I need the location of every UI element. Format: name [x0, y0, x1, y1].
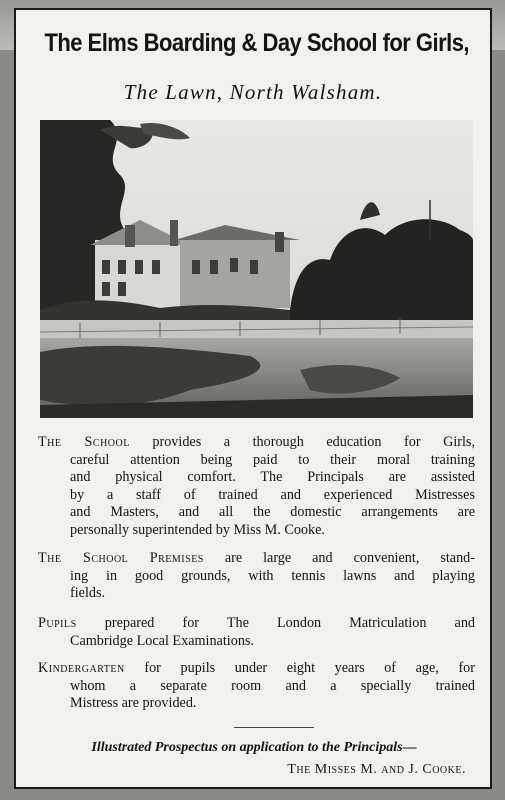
pupils-line: Cambridge Local Examinations.	[70, 632, 254, 649]
kindergarten-line: Mistress are provided.	[70, 695, 197, 712]
page-subtitle: The Lawn, North Walsham.	[123, 80, 383, 104]
pupils-heading: Pupils	[38, 615, 77, 631]
school-line: by a staff of trained and experienced Mistresses	[70, 486, 475, 503]
divider-rule	[234, 727, 314, 728]
premises-line: are large and convenient, stand-	[224, 550, 475, 566]
premises-paragraph	[38, 550, 475, 603]
school-heading: The School	[38, 434, 130, 450]
kindergarten-paragraph	[38, 660, 475, 713]
premises-line: ing in good grounds, with tennis lawns and playing	[70, 567, 475, 584]
premises-line: fields.	[70, 585, 106, 602]
premises-heading: The School Premises	[38, 550, 204, 566]
page-title: The Elms Boarding & Day School for Girls,	[44, 29, 469, 57]
school-line: personally superintended by Miss M. Cooke.	[70, 521, 325, 538]
advertisement-page	[14, 8, 492, 789]
principals-signature: The Misses M. and J. Cooke.	[287, 762, 466, 777]
school-line: careful attention being paid to their moral training	[70, 451, 475, 468]
school-photograph	[40, 120, 473, 418]
school-paragraph	[38, 434, 475, 540]
kindergarten-line: whom a separate room and a specially trained	[70, 677, 475, 694]
school-line: and Masters, and all the domestic arrangements are	[70, 504, 475, 521]
school-line: provides a thorough education for Girls,	[152, 434, 476, 450]
school-line: and physical comfort. The Principals are assisted	[70, 469, 475, 486]
pupils-line: prepared for The London Matriculation and	[104, 615, 476, 631]
prospectus-note: Illustrated Prospectus on application to the Principals—	[91, 740, 417, 755]
pupils-paragraph	[38, 615, 475, 650]
kindergarten-heading: Kindergarten	[38, 660, 125, 676]
kindergarten-line: for pupils under eight years of age, for	[144, 660, 475, 676]
